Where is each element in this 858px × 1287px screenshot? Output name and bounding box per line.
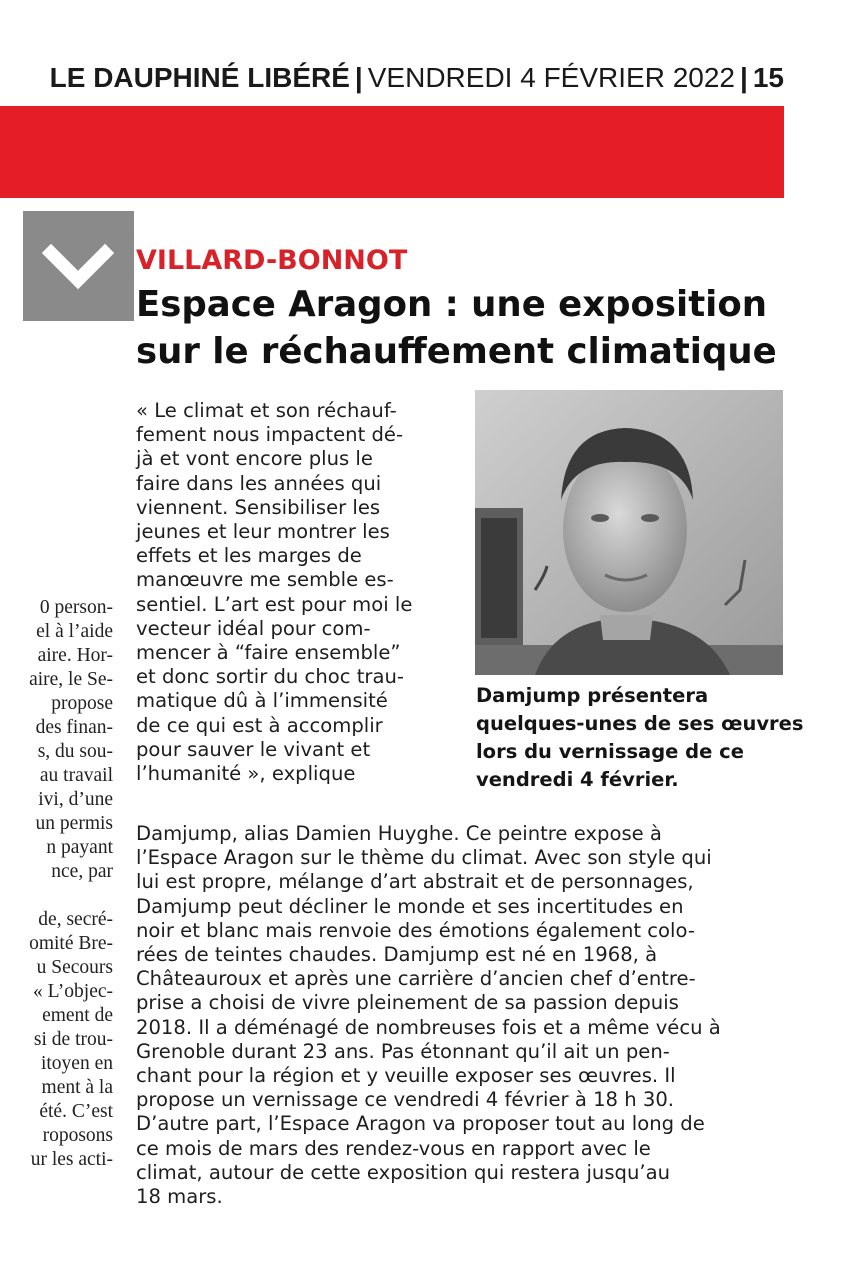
body-line: chant pour la région et y veuille exposer ses œuvres. Il — [136, 1064, 676, 1088]
intro-line: jà et vont encore plus le — [136, 447, 373, 471]
intro-line: sentiel. L’art est pour moi le — [136, 592, 413, 616]
fragment-line: nce, par — [51, 861, 113, 882]
intro-line: jeunes et leur montrer les — [136, 520, 390, 544]
publication-name: LE DAUPHINÉ LIBÉRÉ — [49, 62, 350, 93]
fragment-line: aire, le Se- — [29, 669, 113, 690]
body-line: propose un vernissage ce vendredi 4 février à 18 h 30. — [136, 1088, 675, 1112]
intro-line: manœuvre me semble es- — [136, 568, 394, 592]
fragment-line: « L’objec- — [33, 981, 113, 1002]
article-kicker: VILLARD-BONNOT — [136, 245, 408, 276]
headline-line: Espace Aragon : une exposition — [136, 284, 768, 325]
caption-line: vendredi 4 février. — [476, 768, 679, 791]
body-line: 2018. Il a déménagé de nombreuses fois et a même vécu à — [136, 1015, 721, 1039]
intro-line: de ce qui est à accomplir — [136, 713, 383, 737]
body-line: Damjump, alias Damien Huyghe. Ce peintre expose à — [136, 822, 662, 845]
body-line: climat, autour de cette exposition qui restera jusqu’au — [136, 1160, 671, 1184]
fragment-line: n payant — [46, 837, 113, 858]
article-headline — [136, 281, 776, 375]
body-line: Grenoble durant 23 ans. Pas étonnant qu’il ait un pen- — [136, 1039, 670, 1063]
fragment-line: été. C’est — [39, 1101, 113, 1122]
fragment-line: si de trou- — [33, 1029, 113, 1050]
fragment-line: omité Bre- — [29, 933, 113, 954]
body-line: Damjump peut décliner le monde et ses incertitudes en — [136, 894, 684, 918]
publication-date: VENDREDI 4 FÉVRIER 2022 — [367, 62, 735, 93]
fragment-line: des finan- — [35, 717, 113, 738]
fragment-line: s, du sou- — [37, 741, 113, 762]
fragment-line: u Secours — [36, 957, 113, 978]
portrait-photo — [475, 390, 783, 675]
intro-line: effets et les marges de — [136, 544, 362, 568]
chevron-down-icon — [23, 211, 134, 321]
fragment-line: propose — [51, 693, 113, 714]
fragment-line: un permis — [35, 813, 113, 834]
headline-line: sur le réchauffement climatique — [136, 331, 777, 372]
masthead — [50, 60, 784, 96]
intro-line: et donc sortir du choc trau- — [136, 665, 404, 689]
body-line: rées de teintes chaudes. Damjump est né en 1968, à — [136, 943, 658, 967]
fragment-line: de, secré- — [38, 909, 113, 930]
fragment-line: au travail — [39, 765, 113, 786]
body-line: ce mois de mars des rendez-vous en rapport avec le — [136, 1136, 651, 1160]
article-intro — [136, 399, 448, 786]
fragment-line: ivi, d’une — [38, 789, 113, 810]
intro-line: mencer à “faire ensemble” — [136, 641, 401, 665]
intro-line: « Le climat et son réchauf- — [136, 399, 397, 422]
intro-line: l’humanité », explique — [136, 762, 356, 786]
previous-article-fragment — [0, 596, 113, 1287]
masthead-separator: | — [740, 62, 748, 93]
body-line: 18 mars. — [136, 1185, 223, 1209]
fragment-line: 0 person- — [39, 597, 113, 618]
intro-line: vecteur idéal pour com- — [136, 616, 371, 640]
intro-line: pour sauver le vivant et — [136, 737, 371, 761]
fragment-line: itoyen en — [40, 1053, 113, 1074]
red-banner — [0, 106, 784, 198]
caption-line: Damjump présentera — [476, 684, 709, 707]
intro-line: fement nous impactent dé- — [136, 423, 404, 447]
intro-line: faire dans les années qui — [136, 471, 382, 495]
fragment-line: ement de — [42, 1005, 113, 1026]
body-line: Châteauroux et après une carrière d’ancien chef d’entre- — [136, 967, 696, 991]
page-number: 15 — [752, 62, 784, 93]
body-line: lui est propre, mélange d’art abstrait et de personnages, — [136, 870, 694, 894]
fragment-line: aire. Hor- — [37, 645, 113, 666]
fragment-line: ur les acti- — [30, 1149, 113, 1170]
body-line: noir et blanc mais renvoie des émotions également colo- — [136, 918, 695, 942]
body-line: D’autre part, l’Espace Aragon va proposer tout au long de — [136, 1112, 705, 1136]
expand-button[interactable] — [23, 211, 134, 321]
article-body — [136, 822, 784, 1209]
intro-line: matique dû à l’immensité — [136, 689, 388, 713]
caption-line: lors du vernissage de ce — [476, 740, 744, 763]
body-line: l’Espace Aragon sur le thème du climat. Avec son style qui — [136, 846, 712, 870]
photo-caption — [476, 682, 804, 794]
masthead-separator: | — [354, 62, 363, 93]
fragment-line: ment à la — [41, 1077, 113, 1098]
fragment-line: roposons — [42, 1125, 113, 1146]
portrait-image — [475, 390, 783, 675]
fragment-line: el à l’aide — [36, 621, 113, 642]
caption-line: quelques-unes de ses œuvres — [476, 712, 804, 735]
intro-line: viennent. Sensibiliser les — [136, 495, 381, 519]
body-line: prise a choisi de vivre pleinement de sa passion depuis — [136, 991, 679, 1015]
